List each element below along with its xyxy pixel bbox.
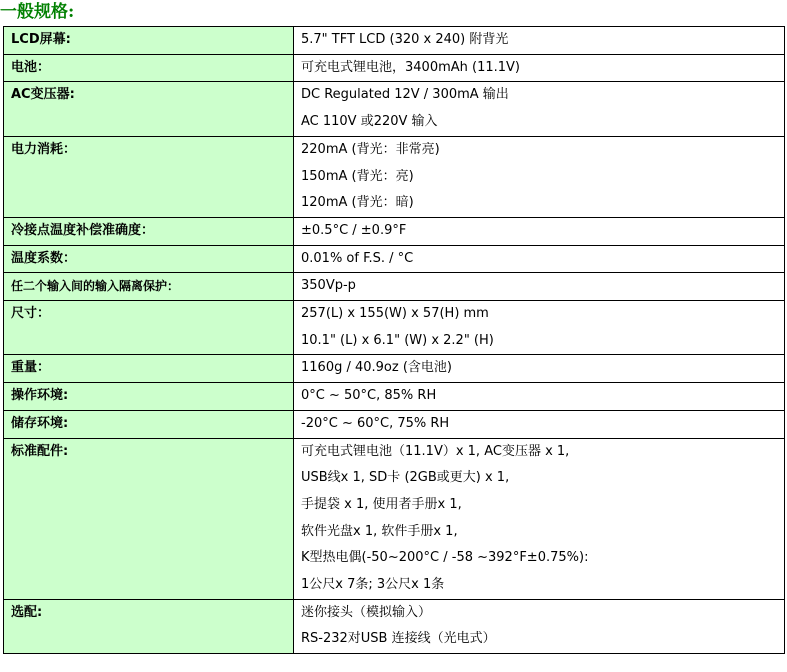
table-row	[4, 599, 785, 653]
spec-value: 可充电式锂电池，3400mAh (11.1V)	[301, 59, 520, 75]
spec-value: 5.7" TFT LCD (320 x 240) 附背光	[301, 32, 509, 47]
spec-table	[3, 26, 785, 654]
spec-key: 标准配件:	[11, 443, 69, 459]
spec-key: 电池：	[11, 59, 51, 75]
table-row	[4, 273, 785, 301]
spec-value: 1公尺x 7条; 3公尺x 1条	[301, 577, 445, 593]
spec-value: 220mA (背光：非常亮)	[301, 141, 440, 157]
spec-key: 电力消耗：	[11, 141, 77, 157]
spec-key: 重量：	[11, 360, 51, 376]
table-row	[4, 245, 785, 273]
spec-key: 储存环境:	[11, 415, 69, 431]
spec-key: 任二个输入间的输入隔离保护：	[11, 279, 180, 294]
table-row	[4, 383, 785, 411]
table-row	[4, 136, 785, 217]
spec-value: 手提袋 x 1, 使用者手册x 1,	[301, 496, 462, 512]
table-row	[4, 355, 785, 383]
spec-key: 操作环境:	[11, 388, 69, 404]
table-row	[4, 82, 785, 136]
spec-key: 选配:	[11, 604, 43, 620]
spec-key: 冷接点温度补偿准确度：	[11, 222, 155, 238]
table-row	[4, 410, 785, 438]
table-row	[4, 301, 785, 355]
spec-value: 可充电式锂电池（11.1V）x 1, AC变压器 x 1,	[301, 443, 570, 459]
spec-key: 温度系数：	[11, 250, 77, 266]
spec-value: 0.01% of F.S. / °C	[301, 250, 414, 266]
spec-value: 120mA (背光：暗)	[301, 195, 414, 211]
spec-value: RS-232对USB 连接线（光电式）	[301, 631, 496, 647]
spec-value: 257(L) x 155(W) x 57(H) mm	[301, 306, 489, 322]
spec-value: 0°C ~ 50°C, 85% RH	[301, 388, 437, 404]
table-row	[4, 54, 785, 82]
spec-value: 软件光盘x 1, 软件手册x 1,	[301, 523, 458, 539]
spec-value: DC Regulated 12V / 300mA 输出	[301, 87, 509, 103]
spec-value: 迷你接头（模拟输入）	[301, 604, 432, 620]
table-row	[4, 27, 785, 55]
spec-value: 1160g / 40.9oz (含电池)	[301, 360, 452, 376]
spec-value: 350Vp-p	[301, 278, 356, 294]
spec-key: 尺寸：	[11, 306, 51, 322]
spec-value: K型热电偶(-50~200°C / -58 ~392°F±0.75%):	[301, 550, 589, 566]
section-heading: 一般规格:	[0, 2, 75, 22]
spec-value: 10.1" (L) x 6.1" (W) x 2.2" (H)	[301, 332, 494, 348]
spec-value: -20°C ~ 60°C, 75% RH	[301, 415, 450, 431]
spec-key: AC变压器:	[11, 87, 75, 103]
spec-key: LCD屏幕:	[11, 32, 71, 47]
spec-value: 150mA (背光：亮)	[301, 168, 414, 184]
table-row	[4, 438, 785, 599]
table-row	[4, 217, 785, 245]
spec-value: ±0.5°C / ±0.9°F	[301, 222, 407, 238]
spec-value: AC 110V 或220V 输入	[301, 114, 438, 130]
spec-value: USB线x 1, SD卡 (2GB或更大) x 1,	[301, 470, 510, 486]
